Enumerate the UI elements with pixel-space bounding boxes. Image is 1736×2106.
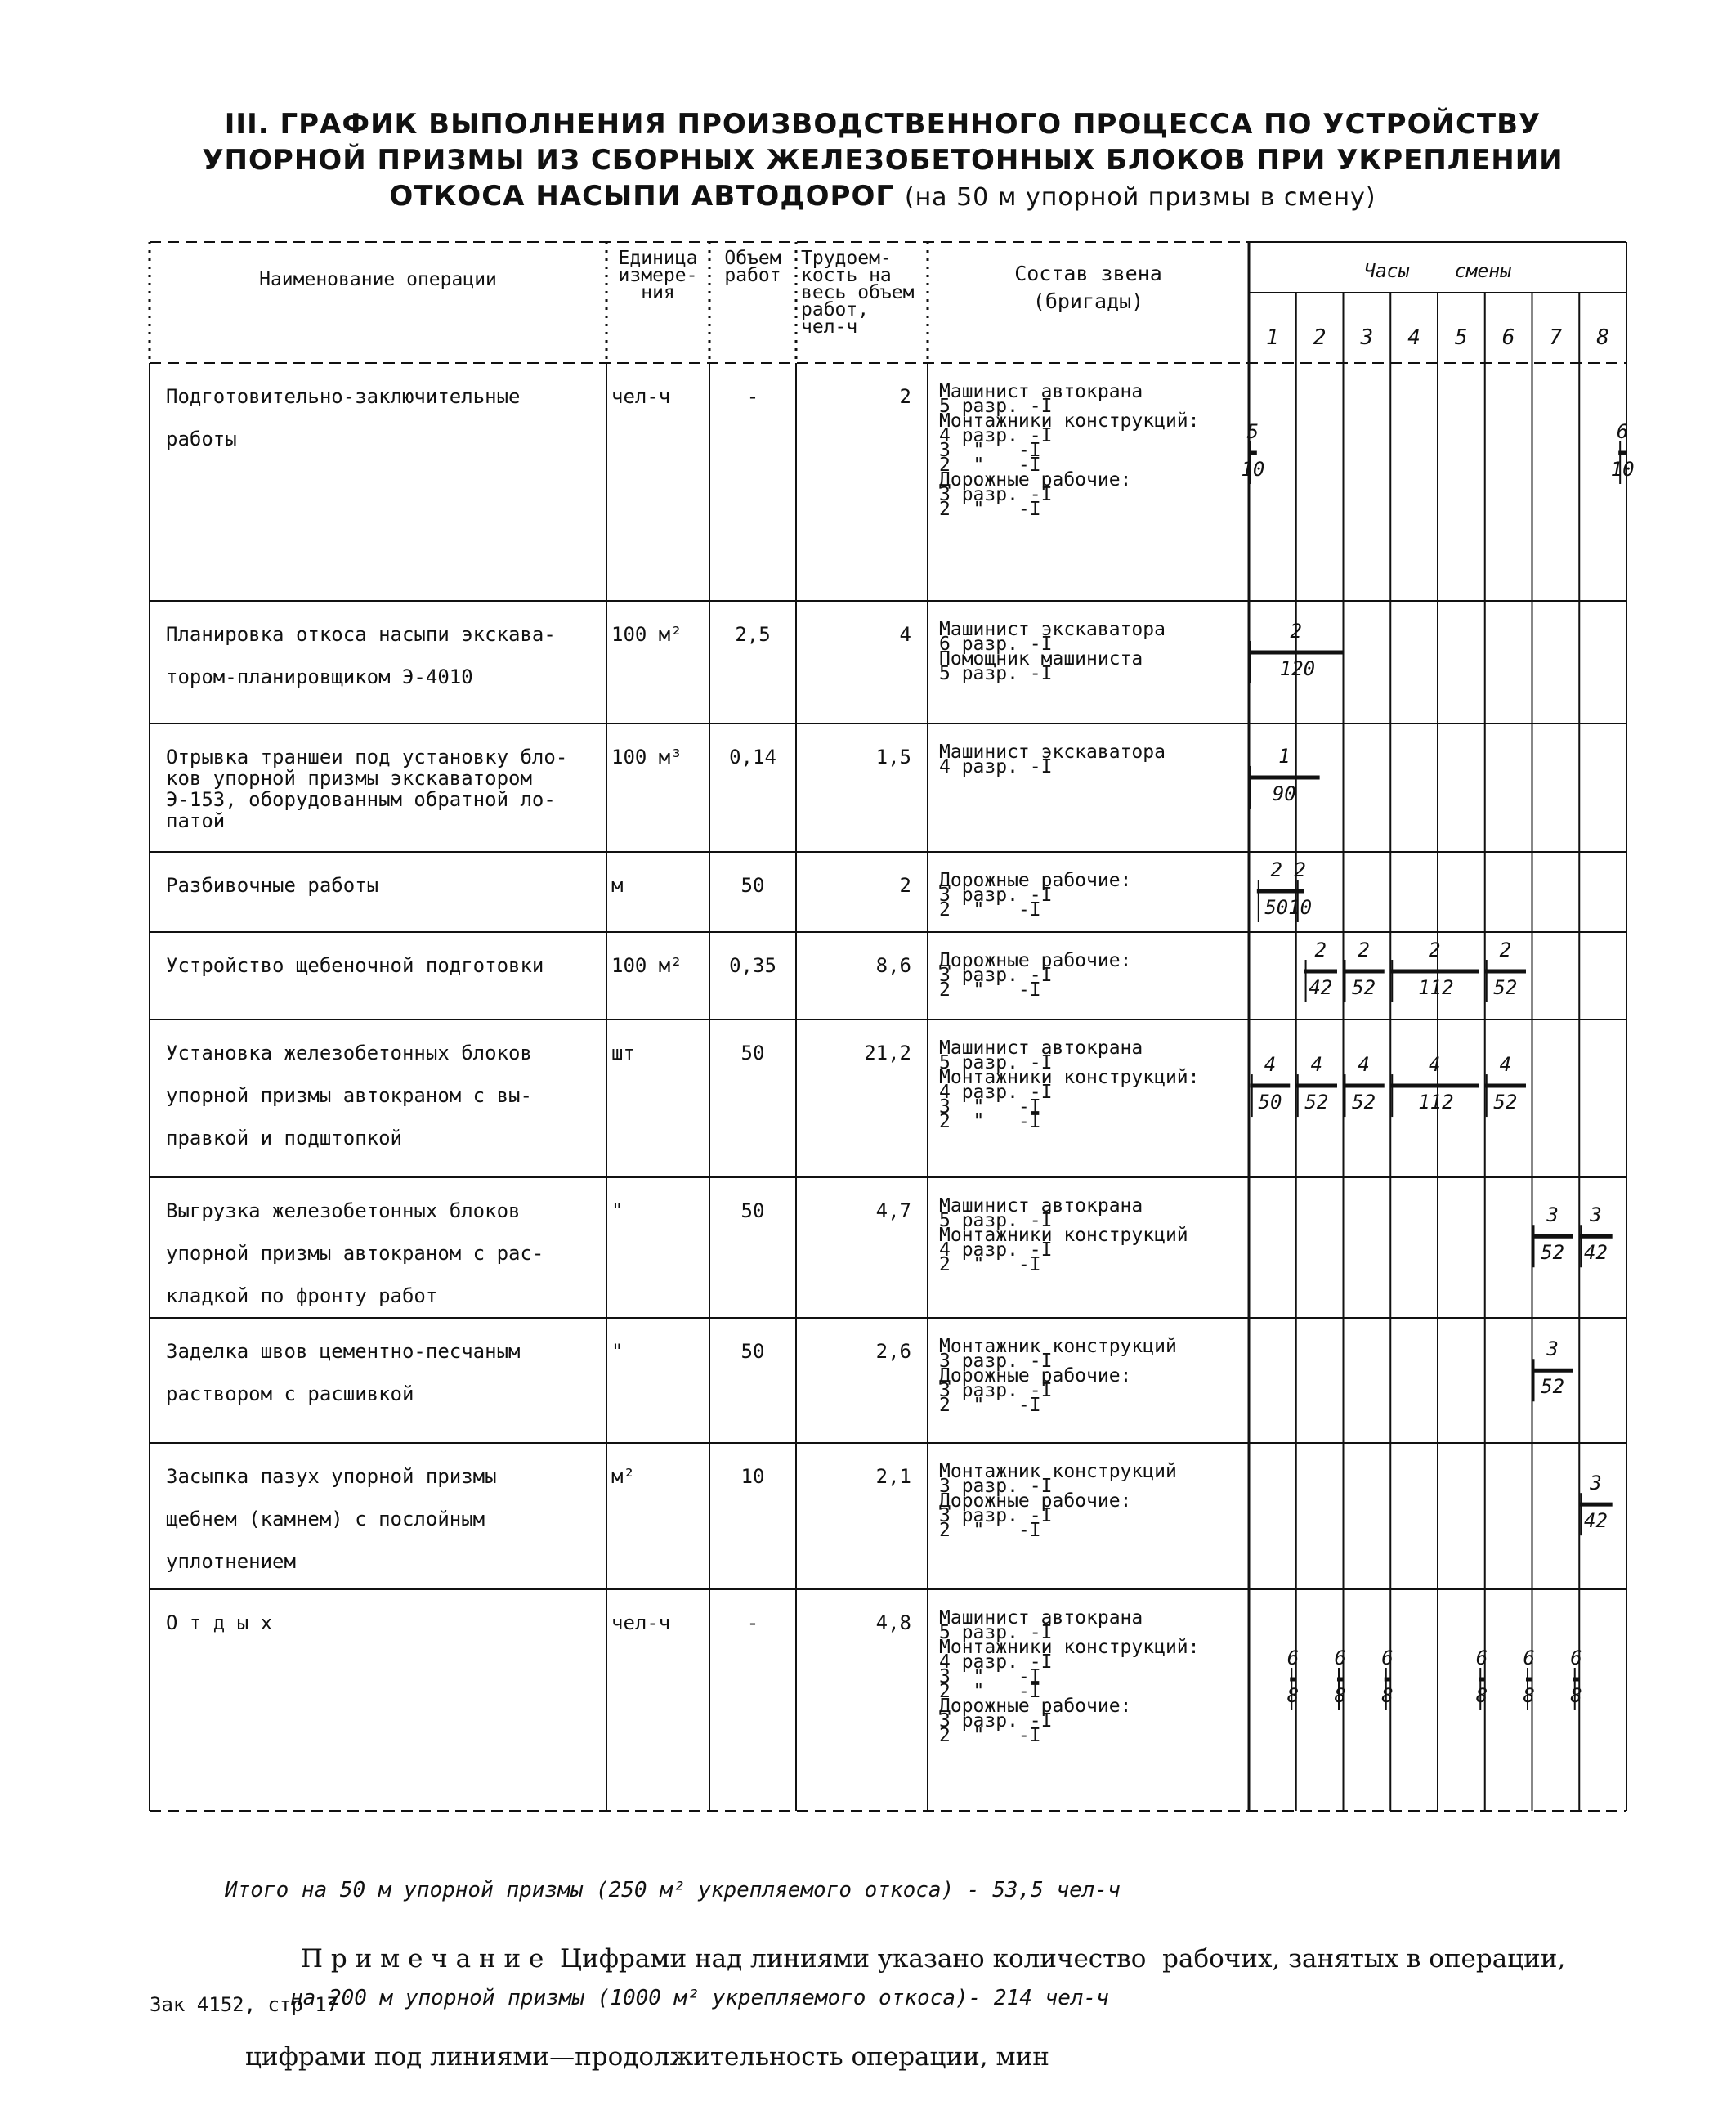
crew-composition: Машинист автокрана 5 разр. -I Монтажники конструкций 4 разр. -I 2 " -I — [939, 1195, 1188, 1275]
title-subtitle: (на 50 м упорной призмы в смену) — [904, 183, 1376, 212]
volume-value: 0,14 — [729, 746, 776, 768]
volume-value: 50 — [740, 1199, 765, 1222]
gantt-workers-label: 2 — [1314, 939, 1327, 961]
gantt-workers-label: 1 — [1278, 744, 1291, 768]
title-line-1: III. ГРАФИК ВЫПОЛНЕНИЯ ПРОИЗВОДСТВЕННОГО ПРОЦЕССА ПО УСТРОЙСТВУ — [224, 108, 1541, 141]
gantt-minutes-label: 42 — [1309, 976, 1333, 999]
note — [245, 1877, 1565, 2106]
crew-composition: Дорожные рабочие: 3 разр. -I 2 " -I — [939, 870, 1132, 921]
gantt-minutes-label: 42 — [1584, 1509, 1608, 1533]
unit-value: шт — [611, 1042, 635, 1064]
gantt-minutes-label: 10 — [1241, 458, 1265, 481]
gantt-workers-label: 6 — [1286, 1647, 1300, 1669]
operation-name: Заделка швов цементно-песчаным раствором с расшивкой — [166, 1340, 521, 1405]
hour-number-7: 7 — [1549, 325, 1563, 350]
operation-name: Планировка откоса насыпи экскава- тором-планировщиком Э-4010 — [166, 623, 556, 688]
crew-composition: Машинист автокрана 5 разр. -I Монтажники конструкций: 4 разр. -I 3 " -I 2 " -I — [939, 1037, 1200, 1132]
gantt-workers-label: 2 — [1358, 939, 1370, 961]
gantt-workers-label: 6 — [1523, 1647, 1535, 1669]
volume-value: 50 — [740, 1042, 765, 1064]
gantt-workers-label: 3 — [1546, 1338, 1559, 1361]
gantt-minutes-label: 52 — [1352, 1091, 1376, 1114]
labor-value: 2,1 — [875, 1465, 911, 1488]
gantt-minutes-label: 90 — [1272, 782, 1296, 805]
gantt-minutes-label: 52 — [1493, 1091, 1518, 1114]
gantt-minutes-label: 8 — [1570, 1684, 1582, 1707]
hour-number-1: 1 — [1266, 325, 1279, 350]
unit-value: чел-ч — [611, 1611, 671, 1634]
note-line-1: П р и м е ч а н и е Цифрами над линиями указано количество рабочих, занятых в операции, — [301, 1944, 1566, 1974]
gantt-minutes-label: 10 — [1610, 458, 1635, 481]
unit-value: 100 м³ — [611, 746, 682, 768]
gantt-workers-label: 6 — [1570, 1647, 1582, 1669]
crew-composition: Дорожные рабочие: 3 разр. -I 2 " -I — [939, 950, 1132, 1001]
totals-line-1: Итого на 50 м упорной призмы (250 м² укрепляемого откоса) - 53,5 чел-ч — [225, 1878, 1121, 1902]
hour-number-6: 6 — [1501, 325, 1515, 350]
hour-number-5: 5 — [1455, 325, 1468, 350]
gantt-workers-label: 3 — [1590, 1203, 1602, 1227]
crew-composition: Машинист автокрана 5 разр. -I Монтажники конструкций: 4 разр. -I 3 " -I 2 " -I Дорожные рабочие: 3 разр. -I 2 " -I — [939, 381, 1200, 520]
gantt-workers-label: 4 — [1264, 1053, 1277, 1077]
gantt-workers-label: 4 — [1358, 1053, 1370, 1077]
unit-value: 100 м² — [611, 954, 682, 977]
gantt-minutes-label: 120 — [1279, 657, 1316, 680]
unit-value: м² — [611, 1465, 635, 1488]
gantt-minutes-label: 8 — [1523, 1684, 1535, 1707]
totals-line-2: на 200 м упорной призмы (1000 м² укрепляемого откоса)- 214 чел-ч — [290, 1986, 1109, 2010]
volume-value: 0,35 — [729, 954, 776, 977]
crew-composition: Машинист экскаватора 4 разр. -I — [939, 742, 1166, 777]
crew-composition: Монтажник конструкций 3 разр. -I Дорожные рабочие: 3 разр. -I 2 " -I — [939, 1336, 1177, 1416]
gantt-minutes-label: 10 — [1288, 896, 1313, 919]
gantt-workers-label: 4 — [1429, 1053, 1441, 1077]
operation-name: О т д ы х — [166, 1611, 273, 1634]
operation-name: Засыпка пазух упорной призмы щебнем (камнем) с послойным уплотнением — [166, 1465, 497, 1573]
labor-value: 4,8 — [875, 1611, 911, 1634]
labor-value: 2 — [899, 874, 911, 897]
unit-value: м — [611, 874, 624, 897]
crew-composition: Монтажник конструкций 3 разр. -I Дорожные рабочие: 3 разр. -I 2 " -I — [939, 1461, 1177, 1541]
gantt-minutes-label: 112 — [1418, 1091, 1454, 1114]
gantt-workers-label: 3 — [1590, 1472, 1602, 1495]
gantt-workers-label: 6 — [1475, 1647, 1488, 1669]
note-line-2: цифрами под линиями—продолжительность операции, мин — [245, 2042, 1049, 2072]
unit-value: " — [611, 1199, 624, 1222]
volume-value: - — [746, 1611, 759, 1634]
gantt-minutes-label: 52 — [1541, 1375, 1565, 1399]
gantt-workers-label: 2 — [1429, 939, 1441, 961]
gantt-workers-label: 2 — [1294, 858, 1306, 881]
crew-composition: Машинист экскаватора 6 разр. -I Помощник машиниста 5 разр. -I — [939, 619, 1166, 684]
gantt-minutes-label: 112 — [1418, 976, 1454, 999]
hour-number-8: 8 — [1596, 325, 1609, 350]
hour-number-4: 4 — [1407, 325, 1421, 350]
operation-name: Выгрузка железобетонных блоков упорной призмы автокраном с рас- кладкой по фронту работ — [166, 1199, 544, 1307]
gantt-minutes-label: 50 — [1264, 896, 1289, 919]
gantt-minutes-label: 52 — [1493, 976, 1518, 999]
gantt-minutes-label: 50 — [1258, 1091, 1282, 1114]
gantt-minutes-label: 42 — [1584, 1241, 1608, 1265]
unit-value: 100 м² — [611, 623, 682, 646]
hour-number-3: 3 — [1360, 325, 1374, 350]
crew-composition: Машинист автокрана 5 разр. -I Монтажники конструкций: 4 разр. -I 3 " -I 2 " -I Дорожные рабочие: 3 разр. -I 2 " -I — [939, 1607, 1200, 1746]
labor-value: 1,5 — [875, 746, 911, 768]
title-line-3: ОТКОСА НАСЫПИ АВТОДОРОГ (на 50 м упорной призмы в смену) — [389, 180, 1376, 213]
volume-value: 50 — [740, 1340, 765, 1363]
gantt-workers-label: 6 — [1616, 420, 1629, 443]
header-volume: Объем работ — [724, 248, 781, 286]
header-operation: Наименование операции — [259, 269, 497, 290]
operation-name: Устройство щебеночной подготовки — [166, 954, 544, 977]
operation-name: Отрывка траншеи под установку бло- ков упорной призмы экскаватором Э-153, оборудованным обратной ло- патой — [166, 746, 568, 832]
labor-value: 4,7 — [875, 1199, 911, 1222]
unit-value: чел-ч — [611, 385, 671, 408]
labor-value: 2,6 — [875, 1340, 911, 1363]
title-line-2: УПОРНОЙ ПРИЗМЫ ИЗ СБОРНЫХ ЖЕЛЕЗОБЕТОННЫХ БЛОКОВ ПРИ УКРЕПЛЕНИИ — [202, 144, 1564, 177]
header-labor: Трудоем- кость на весь объем работ, чел-ч — [801, 248, 915, 338]
volume-value: 50 — [740, 874, 765, 897]
gantt-workers-label: 4 — [1499, 1053, 1512, 1077]
gantt-workers-label: 6 — [1334, 1647, 1346, 1669]
volume-value: 10 — [740, 1465, 765, 1488]
gantt-workers-label: 2 — [1290, 620, 1302, 643]
operation-name: Подготовительно-заключительные работы — [166, 385, 521, 450]
labor-value: 21,2 — [864, 1042, 911, 1064]
header-crew: Состав звена (бригады) — [1014, 262, 1162, 313]
gantt-minutes-label: 52 — [1352, 976, 1376, 999]
unit-value: " — [611, 1340, 624, 1363]
gantt-workers-label: 3 — [1546, 1203, 1559, 1227]
header-unit: Единица измере- ния — [618, 248, 698, 303]
gantt-minutes-label: 52 — [1304, 1091, 1329, 1114]
gantt-workers-label: 4 — [1310, 1053, 1323, 1077]
gantt-workers-label: 5 — [1246, 420, 1259, 443]
labor-value: 4 — [899, 623, 911, 646]
gantt-workers-label: 2 — [1499, 939, 1512, 961]
gantt-minutes-label: 8 — [1475, 1684, 1488, 1707]
page-footer: Зак 4152, стр 17 — [150, 1993, 339, 2016]
operation-name: Разбивочные работы — [166, 874, 379, 897]
gantt-workers-label: 2 — [1270, 858, 1282, 881]
volume-value: - — [746, 385, 759, 408]
volume-value: 2,5 — [735, 623, 771, 646]
labor-value: 8,6 — [875, 954, 911, 977]
hour-number-2: 2 — [1313, 325, 1327, 350]
gantt-minutes-label: 8 — [1381, 1684, 1394, 1707]
labor-value: 2 — [899, 385, 911, 408]
gantt-workers-label: 6 — [1381, 1647, 1394, 1669]
gantt-minutes-label: 8 — [1286, 1684, 1300, 1707]
operation-name: Установка железобетонных блоков упорной призмы автокраном с вы- правкой и подштопкой — [166, 1042, 532, 1149]
header-hours: Часы смены — [1363, 261, 1511, 282]
gantt-minutes-label: 8 — [1334, 1684, 1346, 1707]
gantt-minutes-label: 52 — [1541, 1241, 1565, 1265]
